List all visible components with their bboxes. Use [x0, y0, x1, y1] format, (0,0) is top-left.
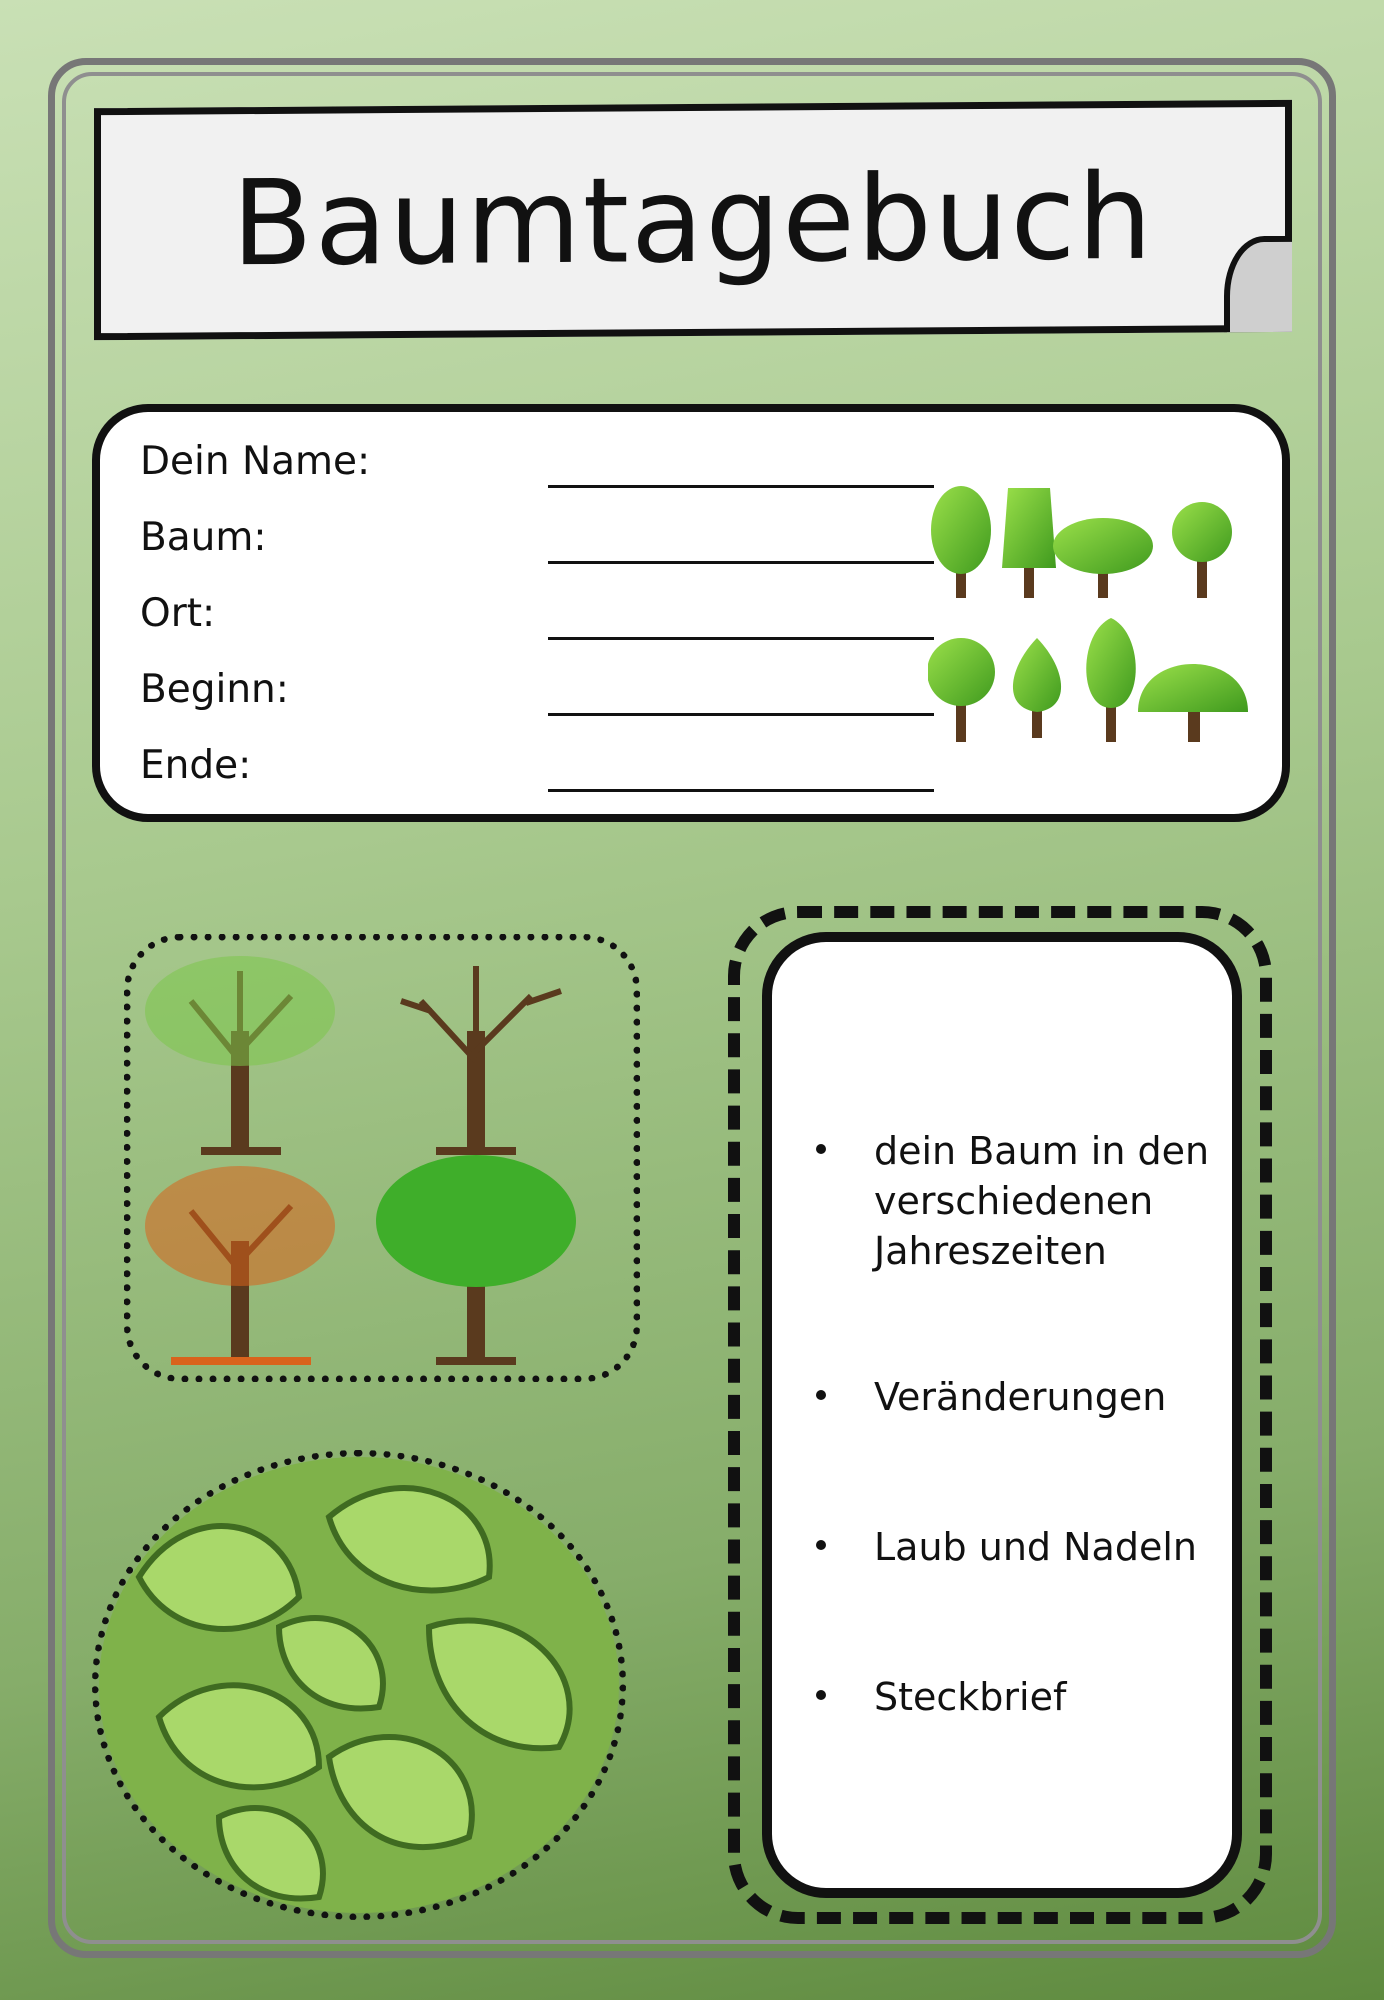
tree-icon [928, 638, 995, 742]
tree-icon [1013, 638, 1061, 738]
bullet [816, 1540, 826, 1550]
title-banner [94, 100, 1292, 340]
write-line[interactable] [548, 485, 934, 488]
season-trees [131, 941, 633, 1375]
page-title: Baumtagebuch [231, 147, 1155, 293]
field-label: Ende: [140, 743, 252, 788]
field-label: Baum: [140, 515, 267, 560]
season-tree-icon [401, 966, 561, 1151]
tree-icon [931, 486, 991, 598]
seasons-box [124, 934, 640, 1382]
tree-icon [1172, 502, 1232, 598]
leaf-pattern-circle [92, 1450, 626, 1920]
tree-icon [1138, 664, 1248, 742]
list-item-text: dein Baum in den verschiedenen Jahreszeiten [874, 1129, 1210, 1273]
field-label: Dein Name: [140, 439, 371, 484]
write-line[interactable] [548, 561, 934, 564]
season-tree-icon [145, 956, 335, 1151]
season-tree-icon [145, 1166, 335, 1361]
list-item-text: Laub und Nadeln [874, 1525, 1197, 1569]
field-label: Ort: [140, 591, 216, 636]
field-name [140, 428, 940, 488]
list-item [816, 1126, 1236, 1286]
field-label: Beginn: [140, 667, 289, 712]
list-item [816, 1372, 1236, 1432]
write-line[interactable] [548, 789, 934, 792]
field-start [140, 656, 940, 716]
field-place [140, 580, 940, 640]
season-tree-icon [376, 1155, 576, 1361]
bullet [816, 1144, 826, 1154]
bullet [816, 1690, 826, 1700]
leaf-pattern-icon [99, 1457, 619, 1913]
write-line[interactable] [548, 637, 934, 640]
topics-card [762, 932, 1242, 1898]
tree-icons-group [928, 468, 1248, 768]
list-item [816, 1672, 1236, 1732]
tree-icon [1002, 488, 1056, 598]
tree-icon [1053, 518, 1153, 598]
write-line[interactable] [548, 713, 934, 716]
bullet [816, 1390, 826, 1400]
tree-icon [1086, 618, 1136, 742]
info-card [92, 404, 1290, 822]
list-item [816, 1522, 1236, 1582]
field-end [140, 732, 940, 792]
list-item-text: Veränderungen [874, 1375, 1167, 1419]
list-item-text: Steckbrief [874, 1675, 1067, 1719]
field-tree [140, 504, 940, 564]
